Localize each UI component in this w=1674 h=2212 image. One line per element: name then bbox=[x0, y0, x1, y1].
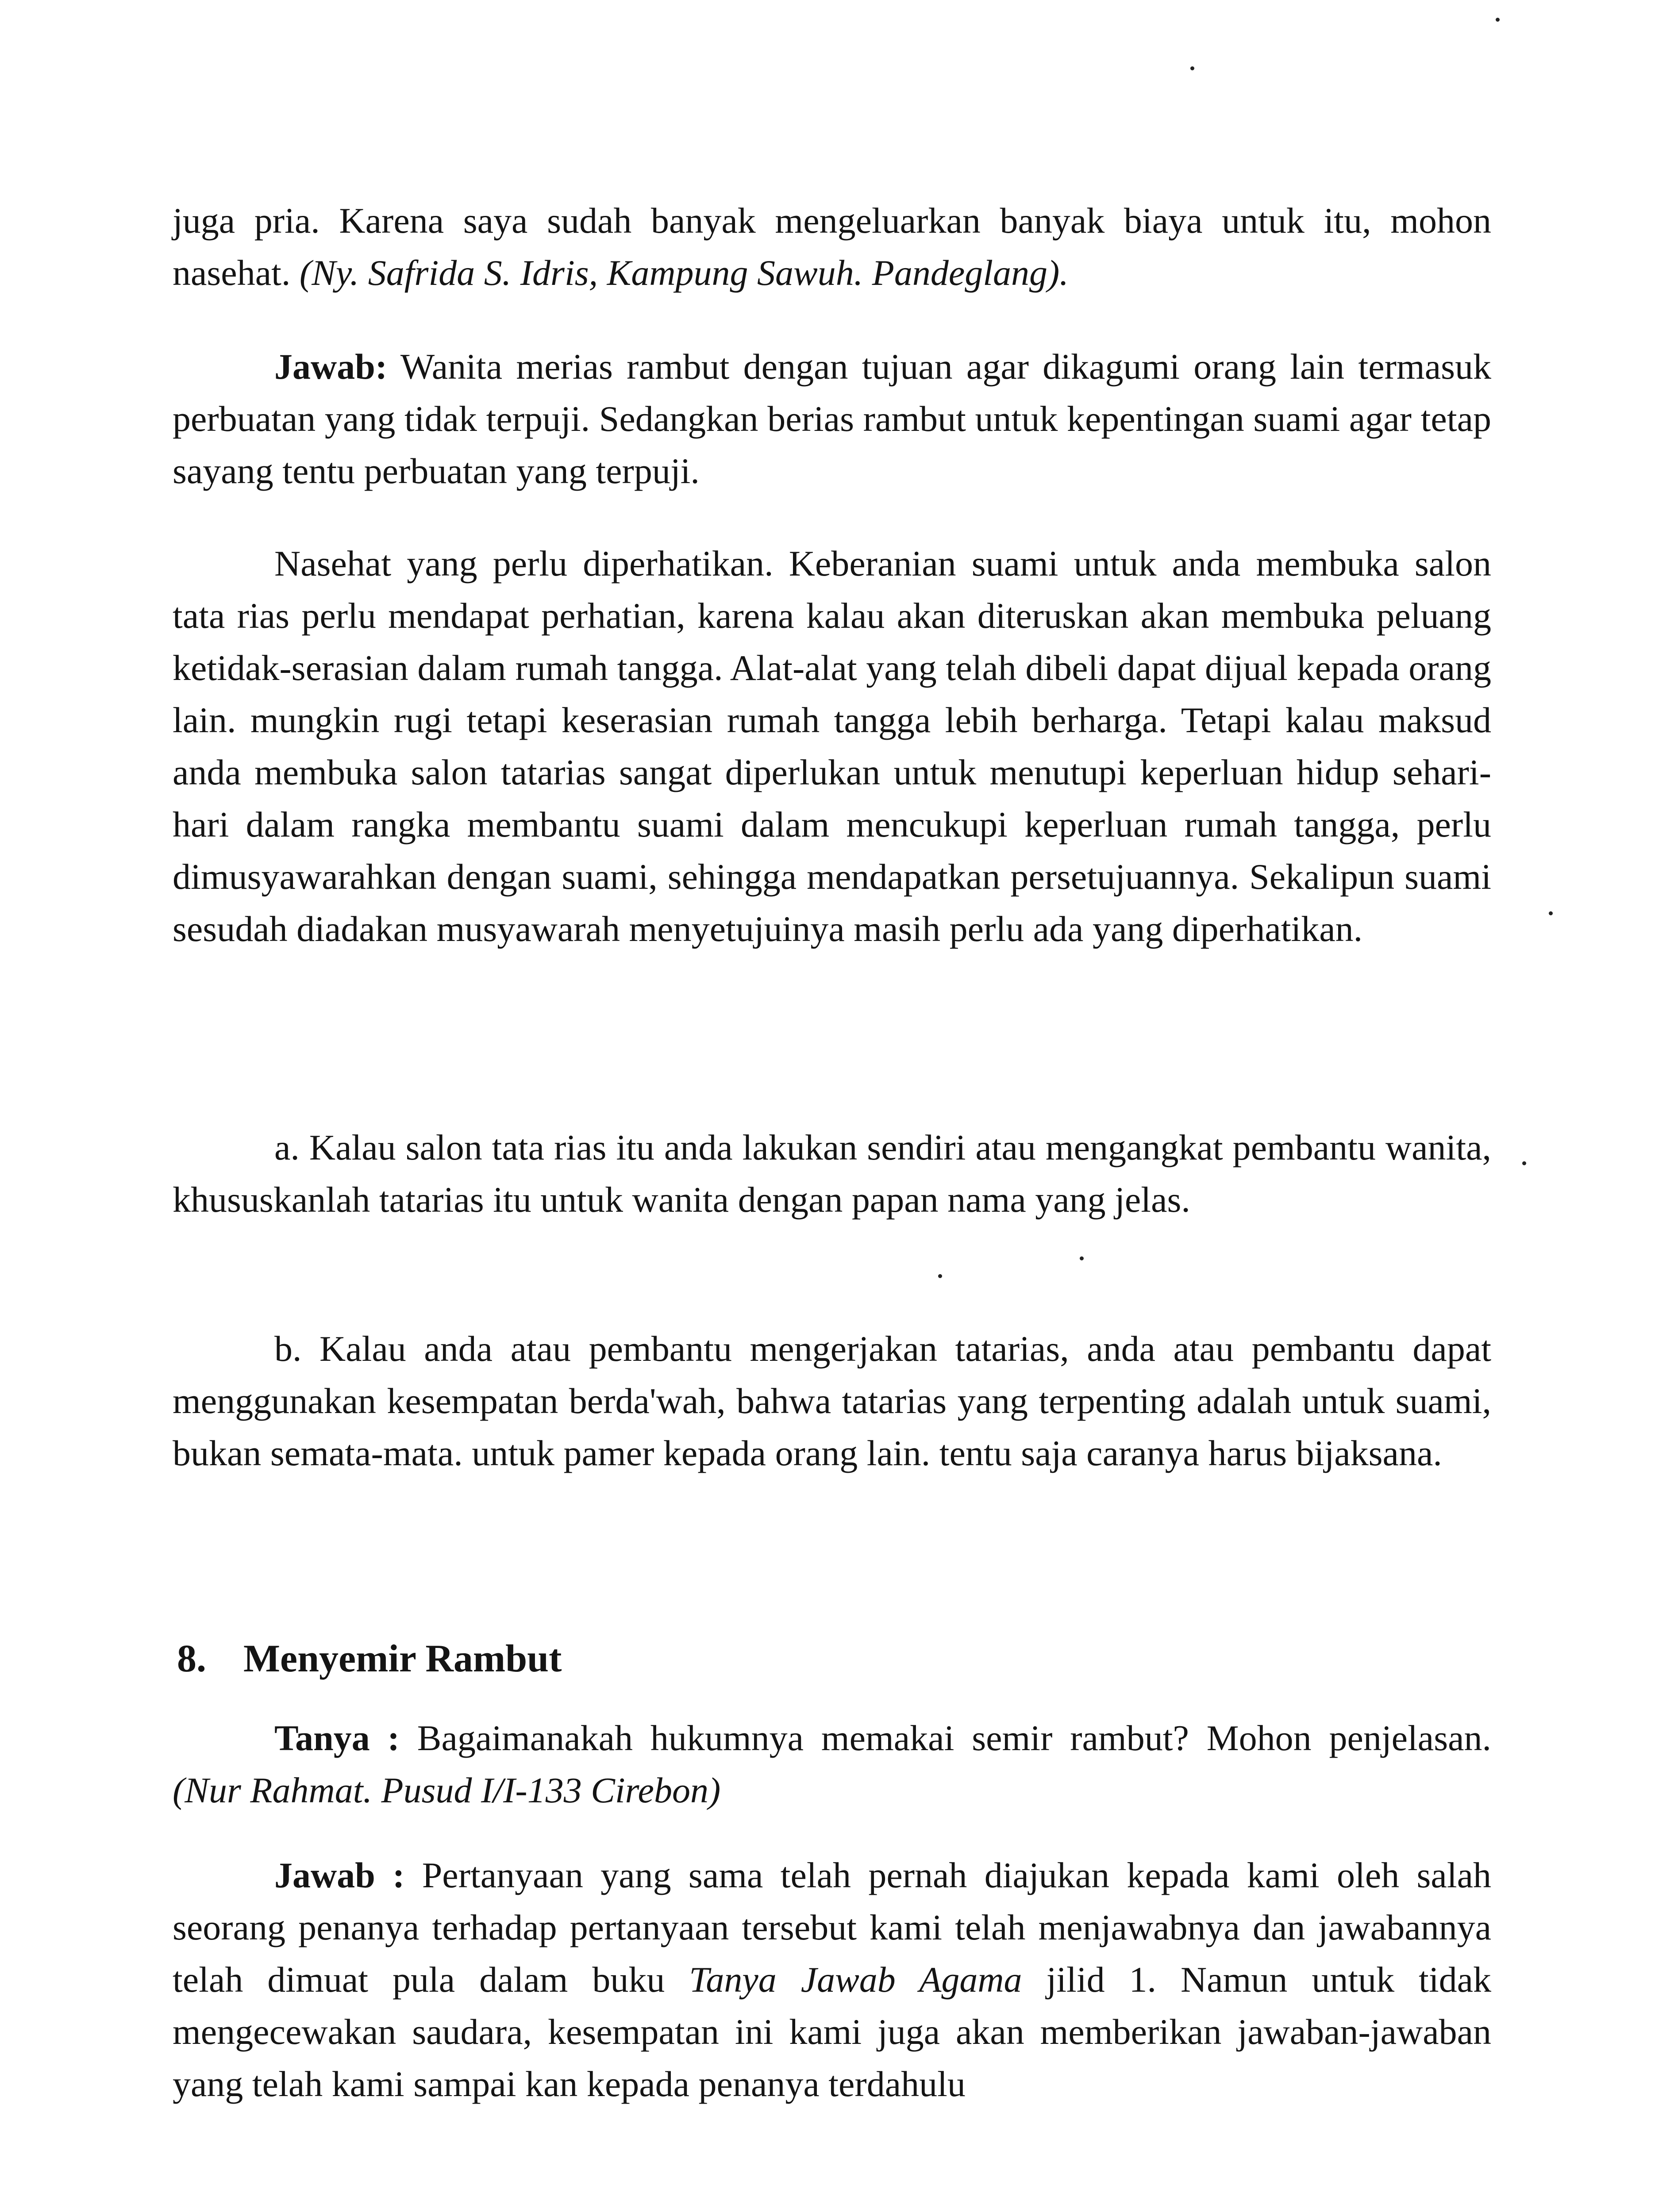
question-text: Bagaimanakah hukumnya memakai semir rambut? Mohon penjelasan. bbox=[399, 1718, 1492, 1758]
scan-speck bbox=[1522, 1161, 1526, 1165]
scan-speck bbox=[1549, 911, 1553, 915]
answer-paragraph-2 bbox=[173, 1849, 1491, 2110]
advice-paragraph bbox=[173, 538, 1491, 955]
intro-text: juga pria. Karena saya sudah banyak mengeluarkan banyak biaya untuk itu, mohon nasehat. bbox=[173, 200, 1491, 293]
book-title: Tanya Jawab Agama bbox=[689, 1959, 1022, 2000]
question-citation: (Nur Rahmat. Pusud I/I-133 Cirebon) bbox=[173, 1770, 721, 1810]
section-number: 8. bbox=[177, 1637, 206, 1680]
question-label: Tanya : bbox=[274, 1718, 400, 1758]
intro-paragraph bbox=[173, 195, 1491, 299]
intro-citation: (Ny. Safrida S. Idris, Kampung Sawuh. Pandeglang). bbox=[299, 253, 1069, 293]
answer-label-2: Jawab : bbox=[274, 1855, 405, 1895]
answer-paragraph-1 bbox=[173, 341, 1491, 497]
scan-speck bbox=[1080, 1256, 1084, 1260]
scan-speck bbox=[1496, 18, 1500, 22]
point-a-text: a. Kalau salon tata rias itu anda lakukan sendiri atau mengangkat pembantu wanita, khususkanlah tatarias itu untuk wanita dengan papan nama yang jelas. bbox=[173, 1127, 1491, 1220]
scan-speck bbox=[938, 1274, 942, 1278]
answer-label-1: Jawab: bbox=[274, 346, 388, 387]
answer-text-2-after: jilid 1. Namun untuk tidak mengecewakan saudara, kesempatan ini kami juga akan memberikan jawaban-jawaban yang telah kami sampai kan kepada penanya terdahulu bbox=[173, 1959, 1491, 2104]
point-b-text: b. Kalau anda atau pembantu mengerjakan tatarias, anda atau pembantu dapat menggunakan kesempatan berda'wah, bahwa tatarias yang terpenting adalah untuk suami, bukan semata-mata. untuk pamer kepada orang lain. tentu saja caranya harus bijaksana. bbox=[173, 1329, 1491, 1473]
advice-text: Nasehat yang perlu diperhatikan. Keberanian suami untuk anda membuka salon tata rias perlu mendapat perhatian, karena kalau akan diteruskan akan membuka peluang ketidak-serasian dalam rumah tangga. Alat-alat yang telah dibeli dapat dijual kepada orang lain. mungkin rugi tetapi keserasian rumah tangga lebih berharga. Tetapi kalau maksud anda membuka salon tatarias sangat diperlukan untuk menutupi keperluan hidup sehari-hari dalam rangka membantu suami dalam mencukupi keperluan rumah tangga, perlu dimusyawarahkan dengan suami, sehingga mendapatkan persetujuannya. Sekalipun suami sesudah diadakan musyawarah menyetujuinya masih perlu ada yang diperhatikan. bbox=[173, 543, 1491, 949]
answer-text-2-before: Pertanyaan yang sama telah pernah diajukan kepada kami oleh salah seorang penanya terhadap pertanyaan tersebut kami telah menjawabnya dan jawabannya telah dimuat pula dalam buku bbox=[173, 1855, 1491, 2000]
scan-speck bbox=[1190, 66, 1194, 70]
section-title: Menyemir Rambut bbox=[243, 1637, 562, 1680]
answer-text-1: Wanita merias rambut dengan tujuan agar dikagumi orang lain termasuk perbuatan yang tidak terpuji. Sedangkan berias rambut untuk kepentingan suami agar tetap sayang tentu perbuatan yang terpuji. bbox=[173, 346, 1491, 491]
point-a-paragraph bbox=[173, 1121, 1491, 1226]
point-b-paragraph bbox=[173, 1323, 1491, 1479]
section-heading bbox=[177, 1632, 562, 1686]
question-paragraph bbox=[173, 1712, 1491, 1816]
